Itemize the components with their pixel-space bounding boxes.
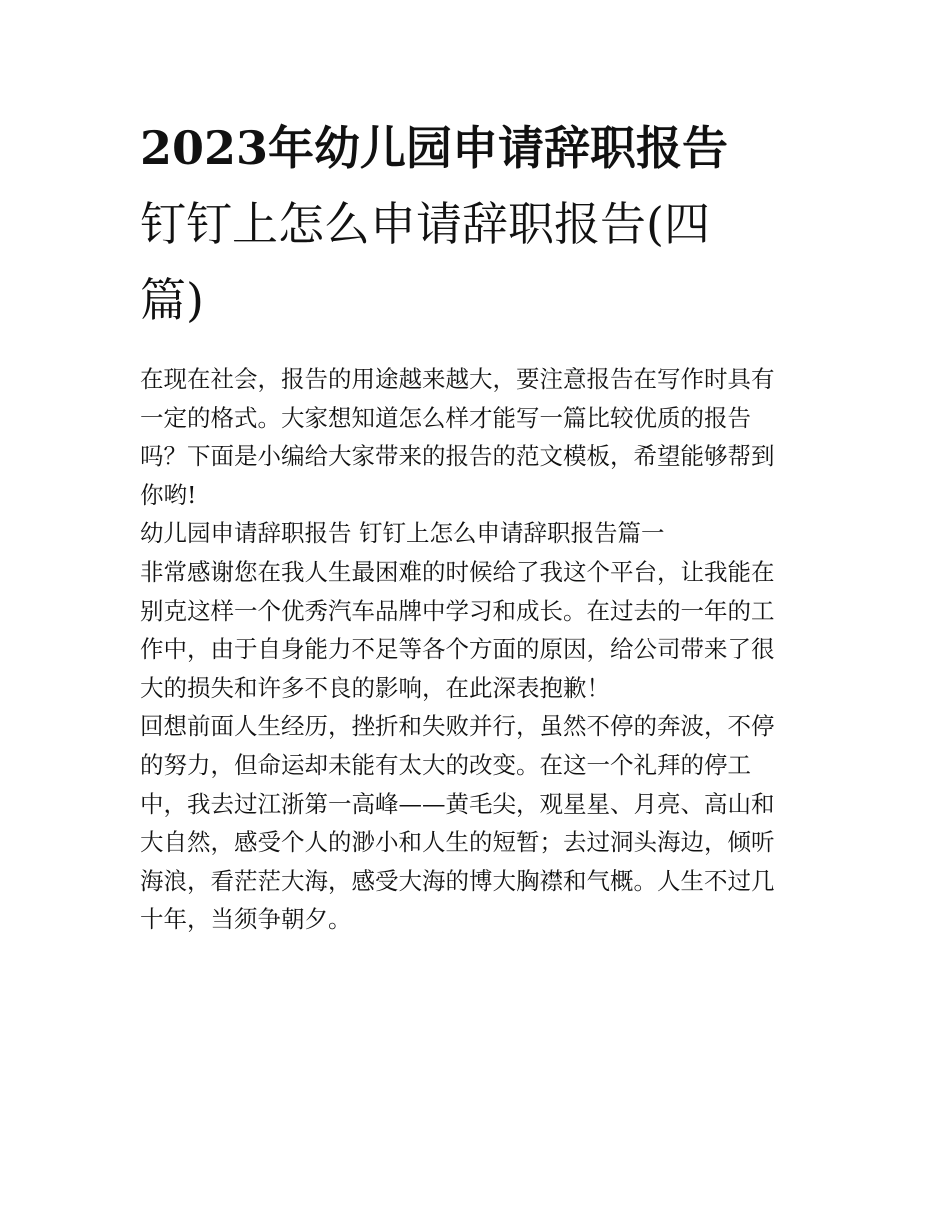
text-line: 作中，由于自身能力不足等各个方面的原因，给公司带来了很 <box>140 635 775 664</box>
section-heading <box>140 514 812 553</box>
text-line: 中，我去过江浙第一高峰——黄毛尖，观星星、月亮、高山和 <box>140 789 775 818</box>
document-page <box>140 110 812 939</box>
text-line: 你哟! <box>140 480 197 509</box>
text-line: 一定的格式。大家想知道怎么样才能写一篇比较优质的报告 <box>140 403 751 432</box>
document-title <box>140 110 812 338</box>
text-line: 幼儿园申请辞职报告 钉钉上怎么申请辞职报告篇一 <box>140 519 665 548</box>
text-line: 在现在社会，报告的用途越来越大，要注意报告在写作时具有 <box>140 365 775 393</box>
intro-paragraph <box>140 360 812 514</box>
text-line: 的努力，但命运却未能有太大的改变。在这一个礼拜的停工 <box>140 750 751 779</box>
text-line: 回想前面人生经历，挫折和失败并行，虽然不停的奔波，不停 <box>140 712 775 741</box>
document-body <box>140 360 812 939</box>
text-line: 吗？下面是小编给大家带来的报告的范文模板，希望能够帮到 <box>140 442 775 471</box>
text-line: 别克这样一个优秀汽车品牌中学习和成长。在过去的一年的工 <box>140 596 775 625</box>
title-line: 钉钉上怎么申请辞职报告(四 <box>140 197 710 251</box>
title-line: 2023年幼儿园申请辞职报告 <box>140 121 729 175</box>
body-paragraph <box>140 553 812 707</box>
title-line: 篇) <box>140 273 204 327</box>
text-line: 大的损失和许多不良的影响，在此深表抱歉！ <box>140 673 610 702</box>
text-line: 大自然，感受个人的渺小和人生的短暂；去过洞头海边，倾听 <box>140 828 775 857</box>
text-line: 海浪，看茫茫大海，感受大海的博大胸襟和气概。人生不过几 <box>140 866 775 895</box>
text-line: 非常感谢您在我人生最困难的时候给了我这个平台，让我能在 <box>140 557 775 586</box>
text-line: 十年，当须争朝夕。 <box>140 905 352 934</box>
body-paragraph <box>140 707 812 939</box>
